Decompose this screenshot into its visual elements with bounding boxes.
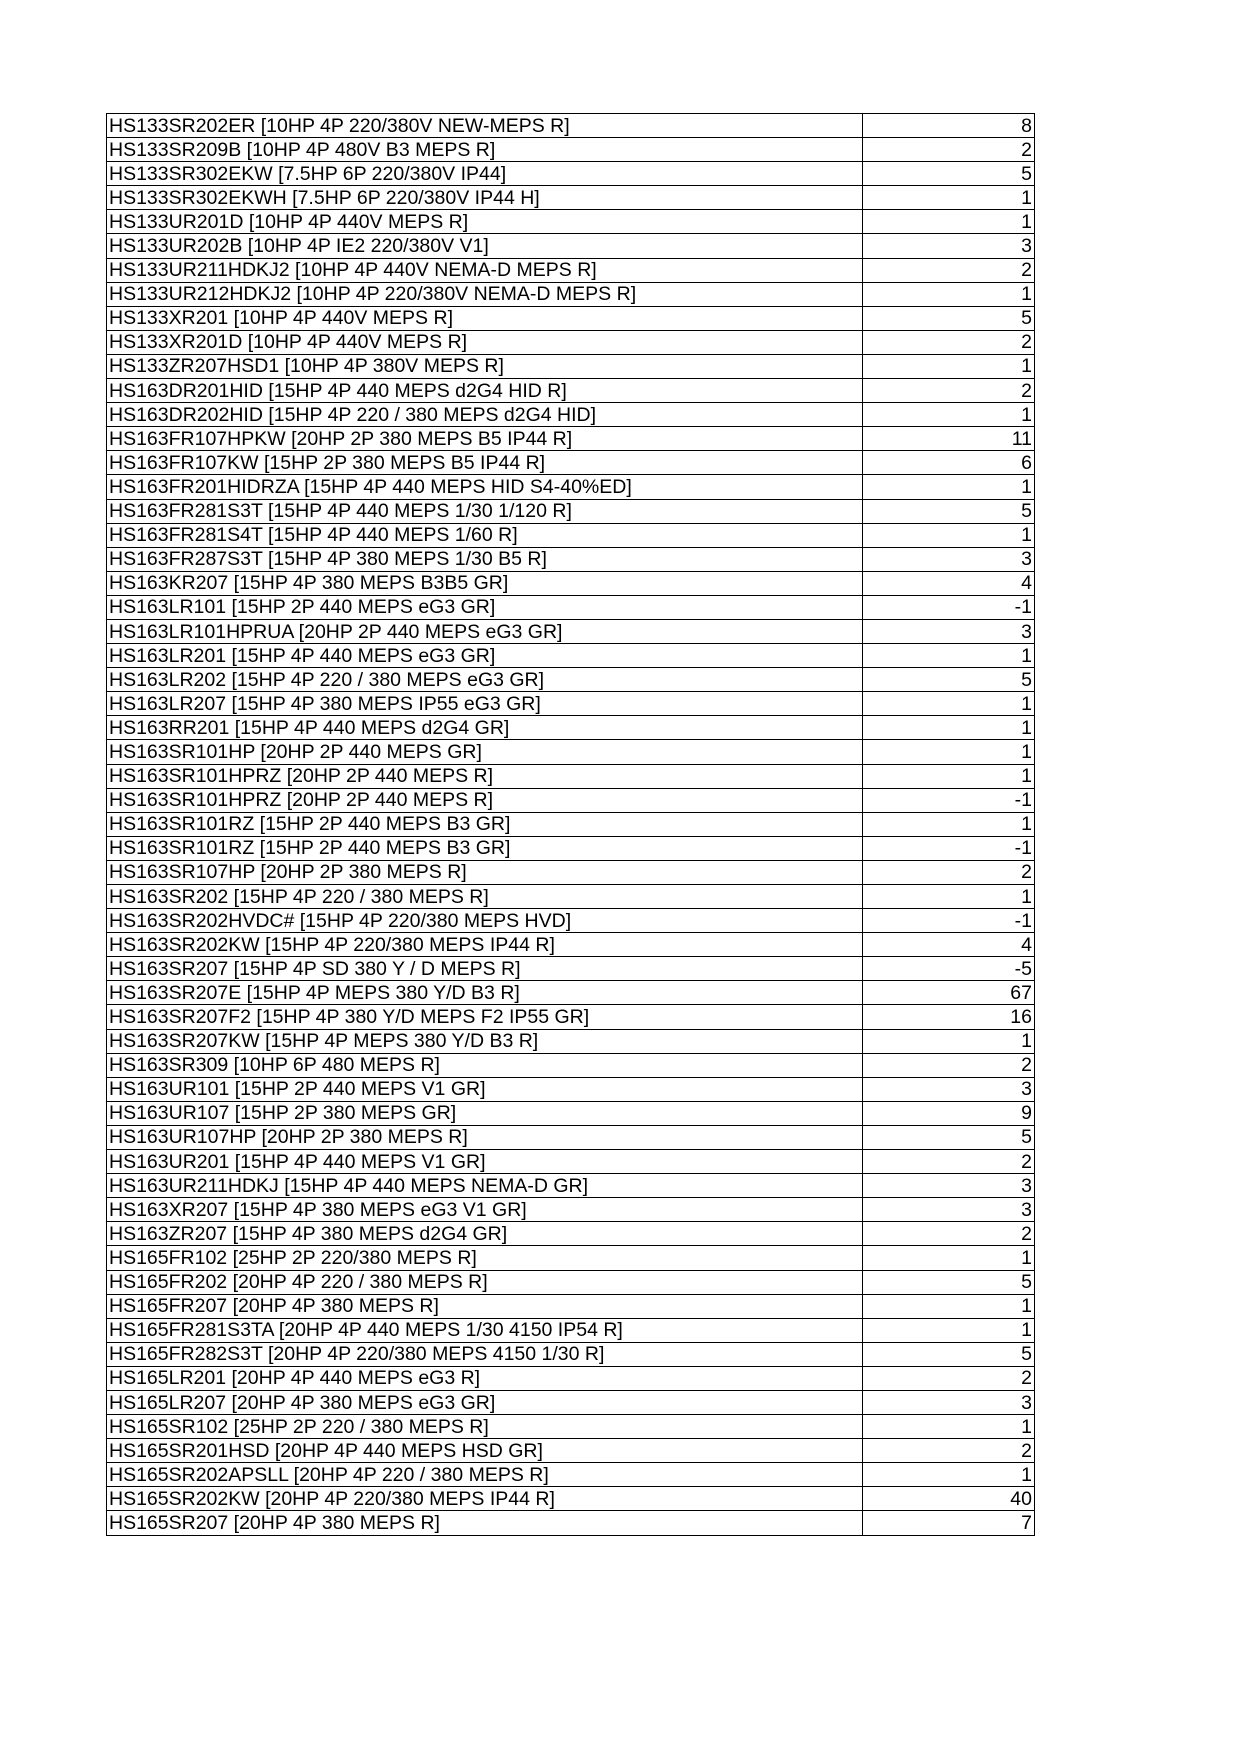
table-row [107,692,1035,716]
table-row [107,379,1035,403]
quantity-cell: 1 [863,812,1035,836]
item-description-cell: HS133XR201D [10HP 4P 440V MEPS R] [107,330,863,354]
table-row [107,812,1035,836]
item-description-cell: HS163XR207 [15HP 4P 380 MEPS eG3 V1 GR] [107,1198,863,1222]
quantity-cell: 1 [863,1415,1035,1439]
item-description-cell: HS165LR201 [20HP 4P 440 MEPS eG3 R] [107,1366,863,1390]
item-description-cell: HS165LR207 [20HP 4P 380 MEPS eG3 GR] [107,1390,863,1414]
item-description-cell: HS163UR101 [15HP 2P 440 MEPS V1 GR] [107,1077,863,1101]
table-row [107,403,1035,427]
quantity-cell: 1 [863,764,1035,788]
table-row [107,1415,1035,1439]
item-description-cell: HS163FR201HIDRZA [15HP 4P 440 MEPS HID S4-40%ED] [107,475,863,499]
table-row [107,162,1035,186]
item-description-cell: HS163DR202HID [15HP 4P 220 / 380 MEPS d2G4 HID] [107,403,863,427]
item-description-cell: HS163SR101HP [20HP 2P 440 MEPS GR] [107,740,863,764]
quantity-cell: 2 [863,860,1035,884]
table-row [107,595,1035,619]
item-description-cell: HS133UR211HDKJ2 [10HP 4P 440V NEMA-D MEPS R] [107,258,863,282]
item-description-cell: HS165FR102 [25HP 2P 220/380 MEPS R] [107,1246,863,1270]
table-row [107,764,1035,788]
inventory-table [106,113,1035,1536]
table-row [107,981,1035,1005]
table-row [107,1270,1035,1294]
table-row [107,740,1035,764]
table-row [107,1439,1035,1463]
table-row [107,644,1035,668]
item-description-cell: HS165FR202 [20HP 4P 220 / 380 MEPS R] [107,1270,863,1294]
item-description-cell: HS133SR202ER [10HP 4P 220/380V NEW-MEPS R] [107,114,863,138]
table-row [107,1390,1035,1414]
item-description-cell: HS133SR302EKW [7.5HP 6P 220/380V IP44] [107,162,863,186]
quantity-cell: 1 [863,475,1035,499]
quantity-cell: 1 [863,403,1035,427]
quantity-cell: 1 [863,885,1035,909]
item-description-cell: HS163FR281S4T [15HP 4P 440 MEPS 1/60 R] [107,523,863,547]
table-row [107,1511,1035,1535]
item-description-cell: HS163SR101RZ [15HP 2P 440 MEPS B3 GR] [107,836,863,860]
quantity-cell: 5 [863,1270,1035,1294]
quantity-cell: 3 [863,1174,1035,1198]
table-row [107,1101,1035,1125]
quantity-cell: 2 [863,379,1035,403]
quantity-cell: -5 [863,957,1035,981]
table-row [107,1487,1035,1511]
table-row [107,451,1035,475]
quantity-cell: 2 [863,138,1035,162]
table-row [107,1246,1035,1270]
quantity-cell: 1 [863,1029,1035,1053]
table-row [107,1198,1035,1222]
table-row [107,1150,1035,1174]
item-description-cell: HS133UR201D [10HP 4P 440V MEPS R] [107,210,863,234]
item-description-cell: HS163UR201 [15HP 4P 440 MEPS V1 GR] [107,1150,863,1174]
table-row [107,114,1035,138]
table-row [107,330,1035,354]
quantity-cell: 2 [863,330,1035,354]
table-row [107,186,1035,210]
quantity-cell: 5 [863,499,1035,523]
item-description-cell: HS163LR207 [15HP 4P 380 MEPS IP55 eG3 GR] [107,692,863,716]
table-row [107,1342,1035,1366]
table-row [107,619,1035,643]
item-description-cell: HS165FR281S3TA [20HP 4P 440 MEPS 1/30 4150 IP54 R] [107,1318,863,1342]
table-row [107,475,1035,499]
item-description-cell: HS163SR202 [15HP 4P 220 / 380 MEPS R] [107,885,863,909]
quantity-cell: 3 [863,1390,1035,1414]
table-row [107,1053,1035,1077]
quantity-cell: 1 [863,186,1035,210]
item-description-cell: HS133ZR207HSD1 [10HP 4P 380V MEPS R] [107,354,863,378]
table-row [107,354,1035,378]
table-row [107,1318,1035,1342]
quantity-cell: 4 [863,933,1035,957]
item-description-cell: HS163SR101HPRZ [20HP 2P 440 MEPS R] [107,764,863,788]
table-row [107,138,1035,162]
item-description-cell: HS163SR202HVDC# [15HP 4P 220/380 MEPS HVD] [107,909,863,933]
table-row [107,547,1035,571]
quantity-cell: 1 [863,1246,1035,1270]
inventory-table-body [107,114,1035,1536]
table-row [107,1222,1035,1246]
quantity-cell: 5 [863,668,1035,692]
item-description-cell: HS163UR211HDKJ [15HP 4P 440 MEPS NEMA-D GR] [107,1174,863,1198]
quantity-cell: 1 [863,523,1035,547]
quantity-cell: 1 [863,210,1035,234]
item-description-cell: HS163DR201HID [15HP 4P 440 MEPS d2G4 HID R] [107,379,863,403]
item-description-cell: HS163LR101HPRUA [20HP 2P 440 MEPS eG3 GR] [107,619,863,643]
item-description-cell: HS163SR101HPRZ [20HP 2P 440 MEPS R] [107,788,863,812]
table-row [107,668,1035,692]
table-row [107,210,1035,234]
item-description-cell: HS163LR101 [15HP 2P 440 MEPS eG3 GR] [107,595,863,619]
quantity-cell: 11 [863,427,1035,451]
table-row [107,957,1035,981]
item-description-cell: HS163FR107HPKW [20HP 2P 380 MEPS B5 IP44 R] [107,427,863,451]
quantity-cell: 67 [863,981,1035,1005]
table-row [107,933,1035,957]
quantity-cell: -1 [863,836,1035,860]
item-description-cell: HS163SR207KW [15HP 4P MEPS 380 Y/D B3 R] [107,1029,863,1053]
item-description-cell: HS163UR107 [15HP 2P 380 MEPS GR] [107,1101,863,1125]
item-description-cell: HS163SR309 [10HP 6P 480 MEPS R] [107,1053,863,1077]
quantity-cell: 9 [863,1101,1035,1125]
item-description-cell: HS133SR209B [10HP 4P 480V B3 MEPS R] [107,138,863,162]
table-row [107,1029,1035,1053]
quantity-cell: 5 [863,1125,1035,1149]
item-description-cell: HS165SR102 [25HP 2P 220 / 380 MEPS R] [107,1415,863,1439]
item-description-cell: HS163FR107KW [15HP 2P 380 MEPS B5 IP44 R] [107,451,863,475]
table-row [107,306,1035,330]
table-row [107,1463,1035,1487]
table-row [107,716,1035,740]
item-description-cell: HS165SR201HSD [20HP 4P 440 MEPS HSD GR] [107,1439,863,1463]
quantity-cell: 2 [863,1150,1035,1174]
quantity-cell: -1 [863,595,1035,619]
table-row [107,571,1035,595]
item-description-cell: HS163SR202KW [15HP 4P 220/380 MEPS IP44 R] [107,933,863,957]
item-description-cell: HS165SR207 [20HP 4P 380 MEPS R] [107,1511,863,1535]
table-row [107,909,1035,933]
quantity-cell: 40 [863,1487,1035,1511]
table-row [107,1077,1035,1101]
quantity-cell: -1 [863,788,1035,812]
table-row [107,1125,1035,1149]
table-row [107,1294,1035,1318]
quantity-cell: 1 [863,1463,1035,1487]
quantity-cell: 2 [863,1366,1035,1390]
item-description-cell: HS133UR202B [10HP 4P IE2 220/380V V1] [107,234,863,258]
item-description-cell: HS163SR107HP [20HP 2P 380 MEPS R] [107,860,863,884]
quantity-cell: 1 [863,740,1035,764]
quantity-cell: 5 [863,1342,1035,1366]
quantity-cell: 1 [863,1318,1035,1342]
quantity-cell: 2 [863,258,1035,282]
table-row [107,258,1035,282]
quantity-cell: -1 [863,909,1035,933]
quantity-cell: 2 [863,1222,1035,1246]
item-description-cell: HS163FR287S3T [15HP 4P 380 MEPS 1/30 B5 R] [107,547,863,571]
item-description-cell: HS163ZR207 [15HP 4P 380 MEPS d2G4 GR] [107,1222,863,1246]
quantity-cell: 3 [863,619,1035,643]
table-row [107,234,1035,258]
table-row [107,836,1035,860]
quantity-cell: 1 [863,692,1035,716]
quantity-cell: 1 [863,716,1035,740]
item-description-cell: HS163LR202 [15HP 4P 220 / 380 MEPS eG3 GR] [107,668,863,692]
table-row [107,1366,1035,1390]
quantity-cell: 2 [863,1053,1035,1077]
item-description-cell: HS163UR107HP [20HP 2P 380 MEPS R] [107,1125,863,1149]
item-description-cell: HS133XR201 [10HP 4P 440V MEPS R] [107,306,863,330]
item-description-cell: HS163SR207 [15HP 4P SD 380 Y / D MEPS R] [107,957,863,981]
item-description-cell: HS133UR212HDKJ2 [10HP 4P 220/380V NEMA-D MEPS R] [107,282,863,306]
quantity-cell: 1 [863,1294,1035,1318]
table-row [107,788,1035,812]
item-description-cell: HS163SR207E [15HP 4P MEPS 380 Y/D B3 R] [107,981,863,1005]
item-description-cell: HS163KR207 [15HP 4P 380 MEPS B3B5 GR] [107,571,863,595]
item-description-cell: HS165FR282S3T [20HP 4P 220/380 MEPS 4150 1/30 R] [107,1342,863,1366]
table-row [107,1174,1035,1198]
quantity-cell: 3 [863,1077,1035,1101]
quantity-cell: 1 [863,282,1035,306]
quantity-cell: 2 [863,1439,1035,1463]
item-description-cell: HS163FR281S3T [15HP 4P 440 MEPS 1/30 1/120 R] [107,499,863,523]
table-row [107,427,1035,451]
quantity-cell: 3 [863,547,1035,571]
item-description-cell: HS163LR201 [15HP 4P 440 MEPS eG3 GR] [107,644,863,668]
table-row [107,282,1035,306]
quantity-cell: 1 [863,354,1035,378]
quantity-cell: 3 [863,234,1035,258]
table-row [107,499,1035,523]
table-row [107,523,1035,547]
table-row [107,885,1035,909]
quantity-cell: 5 [863,162,1035,186]
quantity-cell: 7 [863,1511,1035,1535]
item-description-cell: HS163RR201 [15HP 4P 440 MEPS d2G4 GR] [107,716,863,740]
quantity-cell: 3 [863,1198,1035,1222]
quantity-cell: 6 [863,451,1035,475]
item-description-cell: HS133SR302EKWH [7.5HP 6P 220/380V IP44 H] [107,186,863,210]
item-description-cell: HS165FR207 [20HP 4P 380 MEPS R] [107,1294,863,1318]
quantity-cell: 4 [863,571,1035,595]
table-row [107,1005,1035,1029]
table-row [107,860,1035,884]
item-description-cell: HS163SR207F2 [15HP 4P 380 Y/D MEPS F2 IP55 GR] [107,1005,863,1029]
quantity-cell: 8 [863,114,1035,138]
quantity-cell: 16 [863,1005,1035,1029]
quantity-cell: 1 [863,644,1035,668]
quantity-cell: 5 [863,306,1035,330]
item-description-cell: HS165SR202KW [20HP 4P 220/380 MEPS IP44 R] [107,1487,863,1511]
item-description-cell: HS165SR202APSLL [20HP 4P 220 / 380 MEPS R] [107,1463,863,1487]
item-description-cell: HS163SR101RZ [15HP 2P 440 MEPS B3 GR] [107,812,863,836]
